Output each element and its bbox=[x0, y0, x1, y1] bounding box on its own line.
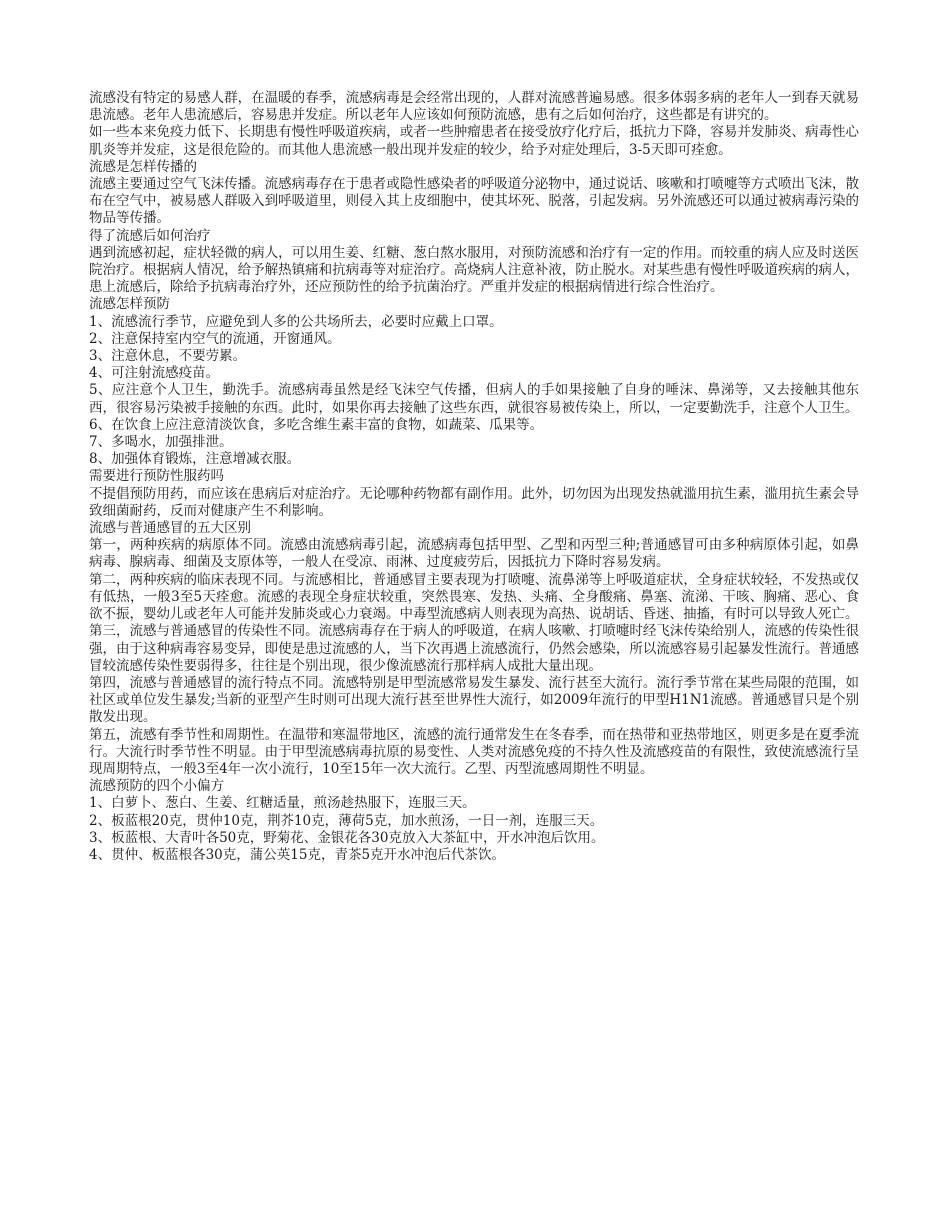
remedy-item: 3、板蓝根、大青叶各50克，野菊花、金银花各30克放入大茶缸中，开水冲泡后饮用。 bbox=[89, 829, 605, 846]
difference-paragraph: 第一，两种疾病的病原体不同。流感由流感病毒引起，流感病毒包括甲型、乙型和丙型三种;普通感冒可由多种病原体引起，如鼻病毒、腺病毒、细菌及支原体等，一般人在受凉、雨淋、过度疲劳后，因抵抗力下降时容易发病。 bbox=[89, 537, 859, 571]
remedy-item: 1、白萝卜、葱白、生姜、红糖适量，煎汤趁热服下，连服三天。 bbox=[89, 795, 476, 812]
difference-paragraph: 第四，流感与普通感冒的流行特点不同。流感特别是甲型流感常易发生暴发、流行甚至大流行。流行季节常在某些局限的范围，如社区或单位发生暴发;当新的亚型产生时则可出现大流行甚至世界性大流行，如2009年流行的甲型H1N1流感。普通感冒只是个别散发出现。 bbox=[89, 674, 859, 726]
difference-paragraph: 第二，两种疾病的临床表现不同。与流感相比，普通感冒主要表现为打喷嚏、流鼻涕等上呼吸道症状，全身症状较轻，不发热或仅有低热，一般3至5天痊愈。流感的表现全身症状较重，突然畏寒、发热、头痛、全身酸痛、鼻塞、流涕、干咳、胸痛、恶心、食欲不振，婴幼儿或老年人可能并发肺炎或心力衰竭。中毒型流感病人则表现为高热、说胡话、昏迷、抽搐，有时可以导致人死亡。 bbox=[89, 571, 859, 623]
prevention-item: 7、多喝水，加强排泄。 bbox=[89, 434, 233, 451]
remedy-item: 4、贯仲、板蓝根各30克，蒲公英15克，青茶5克开水冲泡后代茶饮。 bbox=[89, 846, 506, 863]
prevention-item: 4、可注射流感疫苗。 bbox=[89, 365, 220, 382]
section-heading-treatment: 得了流感后如何治疗 bbox=[89, 227, 211, 244]
prevention-item: 3、注意休息，不要劳累。 bbox=[89, 348, 247, 365]
medication-paragraph: 不提倡预防用药，而应该在患病后对症治疗。无论哪种药物都有副作用。此外，切勿因为出现发热就滥用抗生素，滥用抗生素会导致细菌耐药，反而对健康产生不利影响。 bbox=[89, 485, 859, 519]
difference-paragraph: 第三，流感与普通感冒的传染性不同。流感病毒存在于病人的呼吸道，在病人咳嗽、打喷嚏时经飞沫传染给别人，流感的传染性很强，由于这种病毒容易变异，即使是患过流感的人，当下次再遇上流感流行，仍然会感染，所以流感容易引起暴发性流行。普通感冒较流感传染性要弱得多，往往是个别出现，很少像流感流行那样病人成批大量出现。 bbox=[89, 623, 859, 674]
section-heading-prevention: 流感怎样预防 bbox=[89, 296, 170, 313]
section-heading-transmission: 流感是怎样传播的 bbox=[89, 158, 197, 175]
transmission-paragraph: 流感主要通过空气飞沫传播。流感病毒存在于患者或隐性感染者的呼吸道分泌物中，通过说话、咳嗽和打喷嚏等方式喷出飞沫，散布在空气中，被易感人群吸入到呼吸道里，则侵入其上皮细胞中，使其坏死、脱落，引起发病。另外流感还可以通过被病毒污染的物品等传播。 bbox=[89, 176, 859, 227]
prevention-item: 6、在饮食上应注意清淡饮食，多吃含维生素丰富的食物，如蔬菜、瓜果等。 bbox=[89, 416, 544, 433]
prevention-item: 5、应注意个人卫生，勤洗手。流感病毒虽然是经飞沫空气传播，但病人的手如果接触了自身的唾沫、鼻涕等，又去接触其他东西，很容易污染被手接触的东西。此时，如果你再去接触了这些东西，就很容易被传染上，所以，一定要勤洗手，注意个人卫生。 bbox=[89, 382, 859, 416]
document-body bbox=[89, 90, 859, 864]
prevention-item: 2、注意保持室内空气的流通，开窗通风。 bbox=[89, 330, 341, 347]
risk-paragraph: 如一些本来免疫力低下、长期患有慢性呼吸道疾病，或者一些肿瘤患者在接受放疗化疗后，抵抗力下降，容易并发肺炎、病毒性心肌炎等并发症，这是很危险的。而其他人患流感一般出现并发症的较少，给予对症处理后，3-5天即可痊愈。 bbox=[89, 124, 859, 158]
remedy-item: 2、板蓝根20克，贯仲10克，荆芥10克，薄荷5克，加水煎汤，一日一剂，连服三天。 bbox=[89, 812, 604, 829]
section-heading-medication: 需要进行预防性服药吗 bbox=[89, 468, 224, 485]
intro-paragraph: 流感没有特定的易感人群，在温暖的春季，流感病毒是会经常出现的，人群对流感普遍易感。很多体弱多病的老年人一到春天就易患流感。老年人患流感后，容易患并发症。所以老年人应该如何预防流感，患有之后如何治疗，这些都是有讲究的。 bbox=[89, 90, 859, 124]
prevention-item: 1、流感流行季节，应避免到人多的公共场所去，必要时应戴上口罩。 bbox=[89, 313, 503, 330]
difference-paragraph: 第五，流感有季节性和周期性。在温带和寒温带地区，流感的流行通常发生在冬春季，而在热带和亚热带地区，则更多是在夏季流行。大流行时季节性不明显。由于甲型流感病毒抗原的易变性、人类对流感免疫的不持久性及流感疫苗的有限性，致使流感流行呈现周期特点，一般3至4年一次小流行，10至15年一次大流行。乙型、丙型流感周期性不明显。 bbox=[89, 726, 859, 777]
section-heading-remedies: 流感预防的四个小偏方 bbox=[89, 778, 224, 795]
prevention-item: 8、加强体育锻炼，注意增减衣服。 bbox=[89, 451, 301, 468]
treatment-paragraph: 遇到流感初起，症状轻微的病人，可以用生姜、红糖、葱白熬水服用，对预防流感和治疗有一定的作用。而较重的病人应及时送医院治疗。根据病人情况，给予解热镇痛和抗病毒等对症治疗。高烧病人注意补液，防止脱水。对某些患有慢性呼吸道疾病的病人，患上流感后，除给予抗病毒治疗外，还应预防性的给予抗菌治疗。严重并发症的根据病情进行综合性治疗。 bbox=[89, 244, 859, 296]
section-heading-differences: 流感与普通感冒的五大区别 bbox=[89, 520, 251, 537]
